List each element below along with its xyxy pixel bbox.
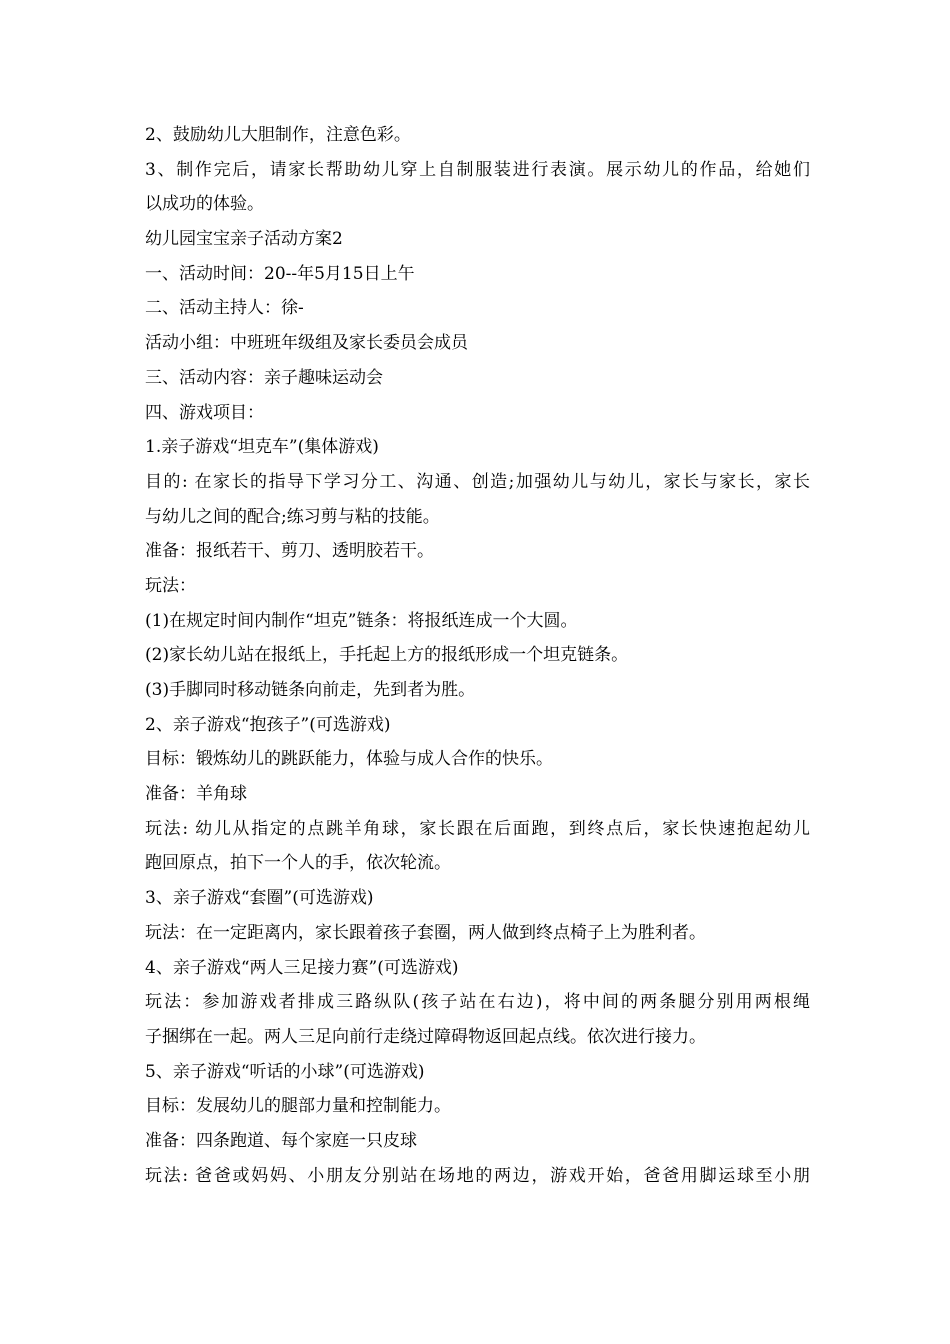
document-line: 目标：发展幼儿的腿部力量和控制能力。 xyxy=(145,1096,451,1117)
document-line: 1.亲子游戏“坦克车”(集体游戏) xyxy=(145,437,379,458)
document-line: 跑回原点，拍下一个人的手，依次轮流。 xyxy=(145,853,451,874)
document-line: 准备：报纸若干、剪刀、透明胶若干。 xyxy=(145,541,434,562)
document-line: 一、活动时间：20--年5月15日上午 xyxy=(145,263,415,284)
document-line: 活动小组：中班班年级组及家长委员会成员 xyxy=(145,333,468,354)
document-line: 玩法：参加游戏者排成三路纵队(孩子站在右边)，将中间的两条腿分别用两根绳 xyxy=(145,992,810,1013)
document-line: (3)手脚同时移动链条向前走，先到者为胜。 xyxy=(145,680,476,700)
document-line: 5、亲子游戏“听话的小球”(可选游戏) xyxy=(145,1061,425,1082)
document-line: 幼儿园宝宝亲子活动方案2 xyxy=(145,229,343,250)
document-line: (1)在规定时间内制作“坦克”链条：将报纸连成一个大圆。 xyxy=(145,610,578,631)
document-body xyxy=(145,118,810,1193)
document-line: 玩法: 幼儿从指定的点跳羊角球，家长跟在后面跑，到终点后，家长快速抱起幼儿 xyxy=(145,818,810,839)
document-line: 三、活动内容：亲子趣味运动会 xyxy=(145,367,383,388)
document-line: 准备：羊角球 xyxy=(145,784,247,805)
document-line: (2)家长幼儿站在报纸上，手托起上方的报纸形成一个坦克链条。 xyxy=(145,645,629,666)
document-line: 准备：四条跑道、每个家庭一只皮球 xyxy=(145,1130,417,1151)
document-line: 二、活动主持人：徐- xyxy=(145,298,304,319)
document-line: 目的: 在家长的指导下学习分工、沟通、创造;加强幼儿与幼儿，家长与家长，家长 xyxy=(145,471,810,492)
document-line: 目标：锻炼幼儿的跳跃能力，体验与成人合作的快乐。 xyxy=(145,749,553,770)
document-line: 4、亲子游戏“两人三足接力赛”(可选游戏) xyxy=(145,957,459,978)
document-line: 子捆绑在一起。两人三足向前行走绕过障碍物返回起点线。依次进行接力。 xyxy=(145,1026,706,1047)
document-line: 以成功的体验。 xyxy=(145,194,264,215)
document-line: 玩法：在一定距离内，家长跟着孩子套圈，两人做到终点椅子上为胜利者。 xyxy=(145,922,706,943)
document-line: 3、制作完后，请家长帮助幼儿穿上自制服装进行表演。展示幼儿的作品，给她们 xyxy=(145,159,810,180)
document-line: 玩法: 爸爸或妈妈、小朋友分别站在场地的两边，游戏开始，爸爸用脚运球至小朋 xyxy=(145,1165,810,1186)
document-line: 四、游戏项目： xyxy=(145,402,264,423)
document-line: 与幼儿之间的配合;练习剪与粘的技能。 xyxy=(145,506,440,527)
document-line: 2、亲子游戏“抱孩子”(可选游戏) xyxy=(145,714,391,735)
document-line: 2、鼓励幼儿大胆制作，注意色彩。 xyxy=(145,125,411,145)
document-line: 玩法： xyxy=(145,575,196,596)
document-line: 3、亲子游戏“套圈”(可选游戏) xyxy=(145,888,374,909)
